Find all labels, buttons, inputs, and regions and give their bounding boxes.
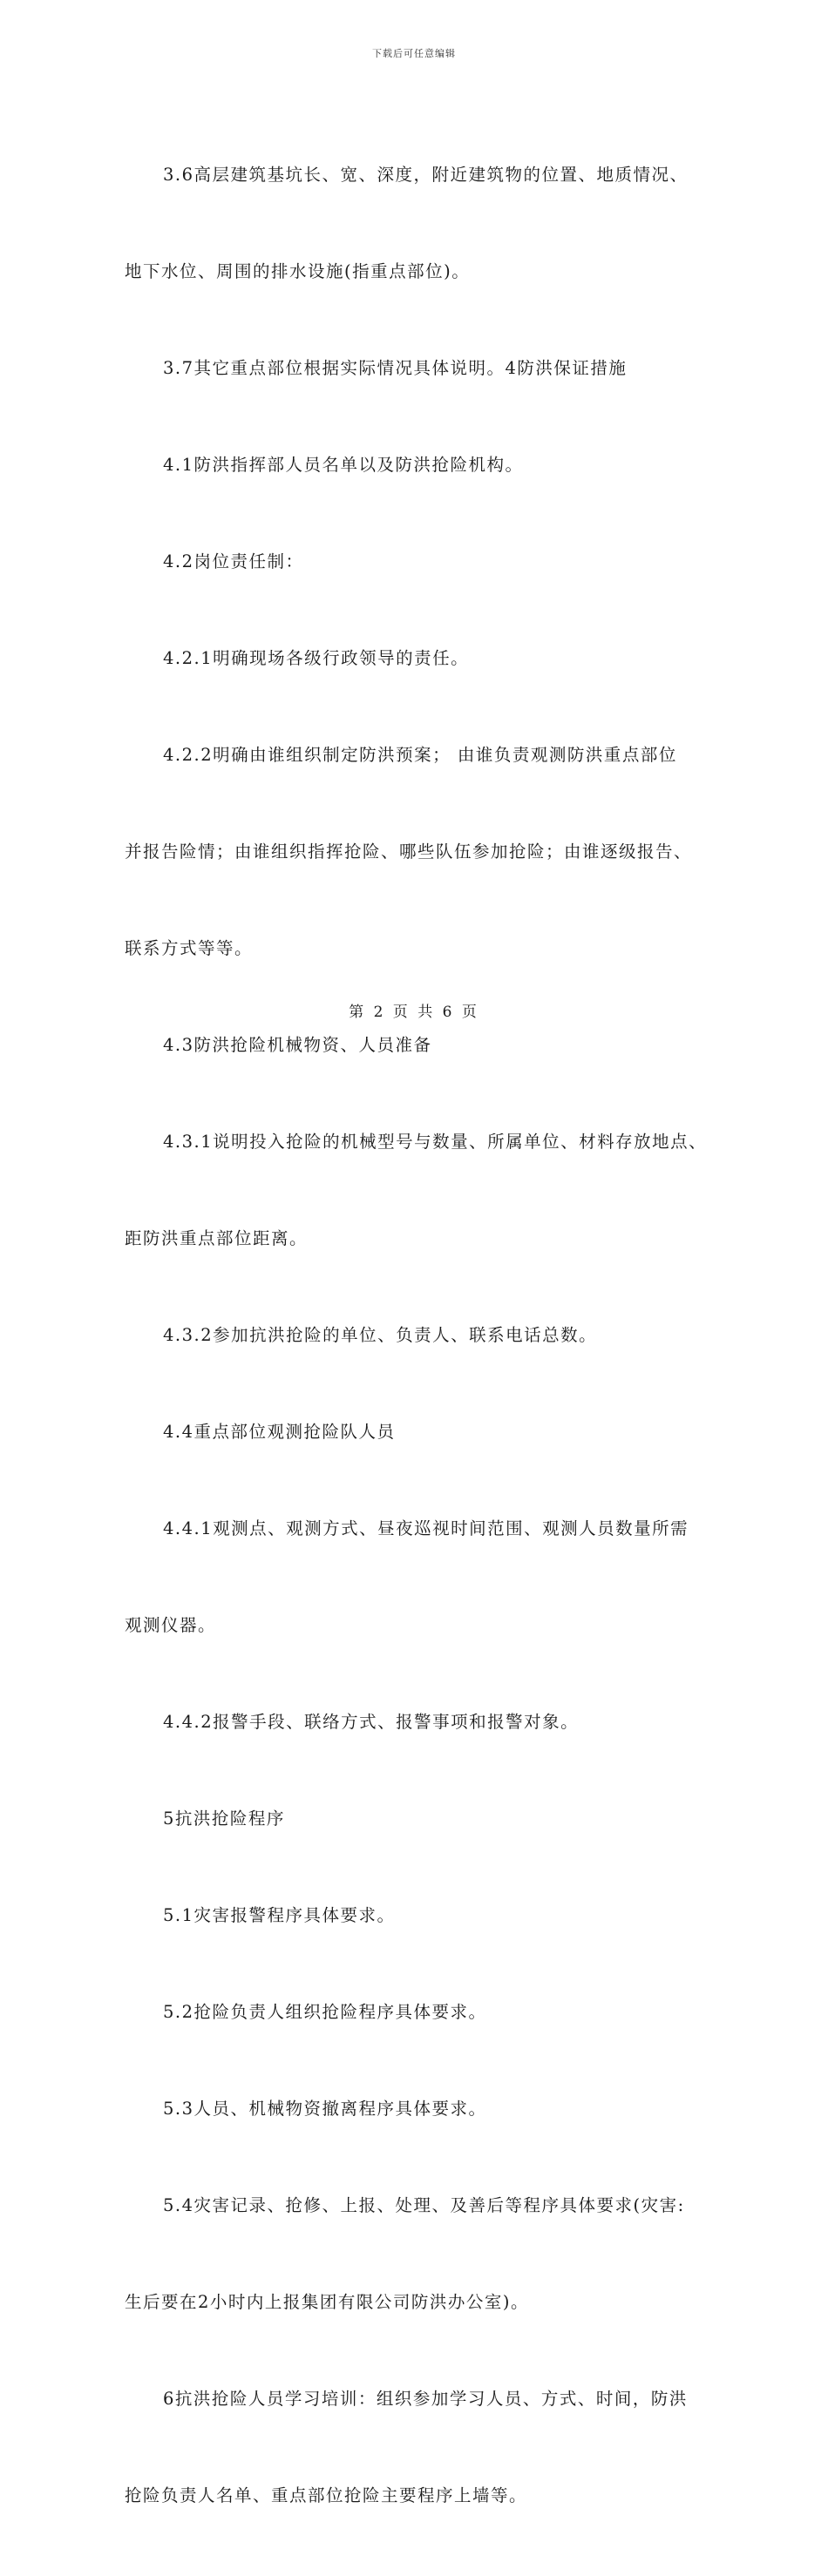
text-line: 6抗洪抢险人员学习培训：组织参加学习人员、方式、时间，防洪 xyxy=(163,2389,688,2409)
text-line: 4.4.2报警手段、联络方式、报警事项和报警对象。 xyxy=(163,1712,580,1732)
text-line: 4.1防洪指挥部人员名单以及防洪抢险机构。 xyxy=(163,455,524,475)
text-line: 4.2岗位责任制： xyxy=(163,551,304,571)
text-line: 4.3.2参加抗洪抢险的单位、负责人、联系电话总数。 xyxy=(163,1325,598,1345)
text-line: 4.4.1观测点、观测方式、昼夜巡视时间范围、观测人员数量所需 xyxy=(163,1518,689,1538)
text-line: 5.3人员、机械物资撤离程序具体要求。 xyxy=(163,2099,487,2119)
text-line: 5.4灾害记录、抢修、上报、处理、及善后等程序具体要求(灾害: xyxy=(163,2195,685,2215)
text-line: 地下水位、周围的排水设施(指重点部位)。 xyxy=(125,261,471,281)
text-line: 生后要在2小时内上报集团有限公司防洪办公室)。 xyxy=(125,2292,530,2312)
body-text xyxy=(125,94,726,2576)
text-line: 5.2抢险负责人组织抢险程序具体要求。 xyxy=(163,2002,487,2022)
text-line: 抢险负责人名单、重点部位抢险主要程序上墙等。 xyxy=(125,2485,528,2505)
text-line: 4.4重点部位观测抢险队人员 xyxy=(163,1422,396,1442)
text-line: 4.3防洪抢险机械物资、人员准备 xyxy=(163,1035,432,1055)
text-line: 5抗洪抢险程序 xyxy=(163,1809,285,1829)
text-line: 观测仪器。 xyxy=(125,1615,217,1635)
text-line: 4.2.1明确现场各级行政领导的责任。 xyxy=(163,648,470,668)
text-line: 联系方式等等。 xyxy=(125,938,254,958)
text-line: 并报告险情；由谁组织指挥抢险、哪些队伍参加抢险；由谁逐级报告、 xyxy=(125,842,693,862)
text-line: 距防洪重点部位距离。 xyxy=(125,1228,309,1248)
header-note: 下载后可任意编辑 xyxy=(372,48,456,59)
text-line: 4.2.2明确由谁组织制定防洪预案； 由谁负责观测防洪重点部位 xyxy=(163,745,677,765)
text-line: 5.1灾害报警程序具体要求。 xyxy=(163,1905,396,1925)
text-line: 4.3.1说明投入抢险的机械型号与数量、所属单位、材料存放地点、 xyxy=(163,1132,708,1152)
page-number: 第 2 页 共 6 页 xyxy=(349,1004,479,1021)
text-line: 3.6高层建筑基坑长、宽、深度，附近建筑物的位置、地质情况、 xyxy=(163,165,689,185)
text-line: 3.7其它重点部位根据实际情况具体说明。4防洪保证措施 xyxy=(163,358,628,378)
document-body xyxy=(125,94,726,2576)
